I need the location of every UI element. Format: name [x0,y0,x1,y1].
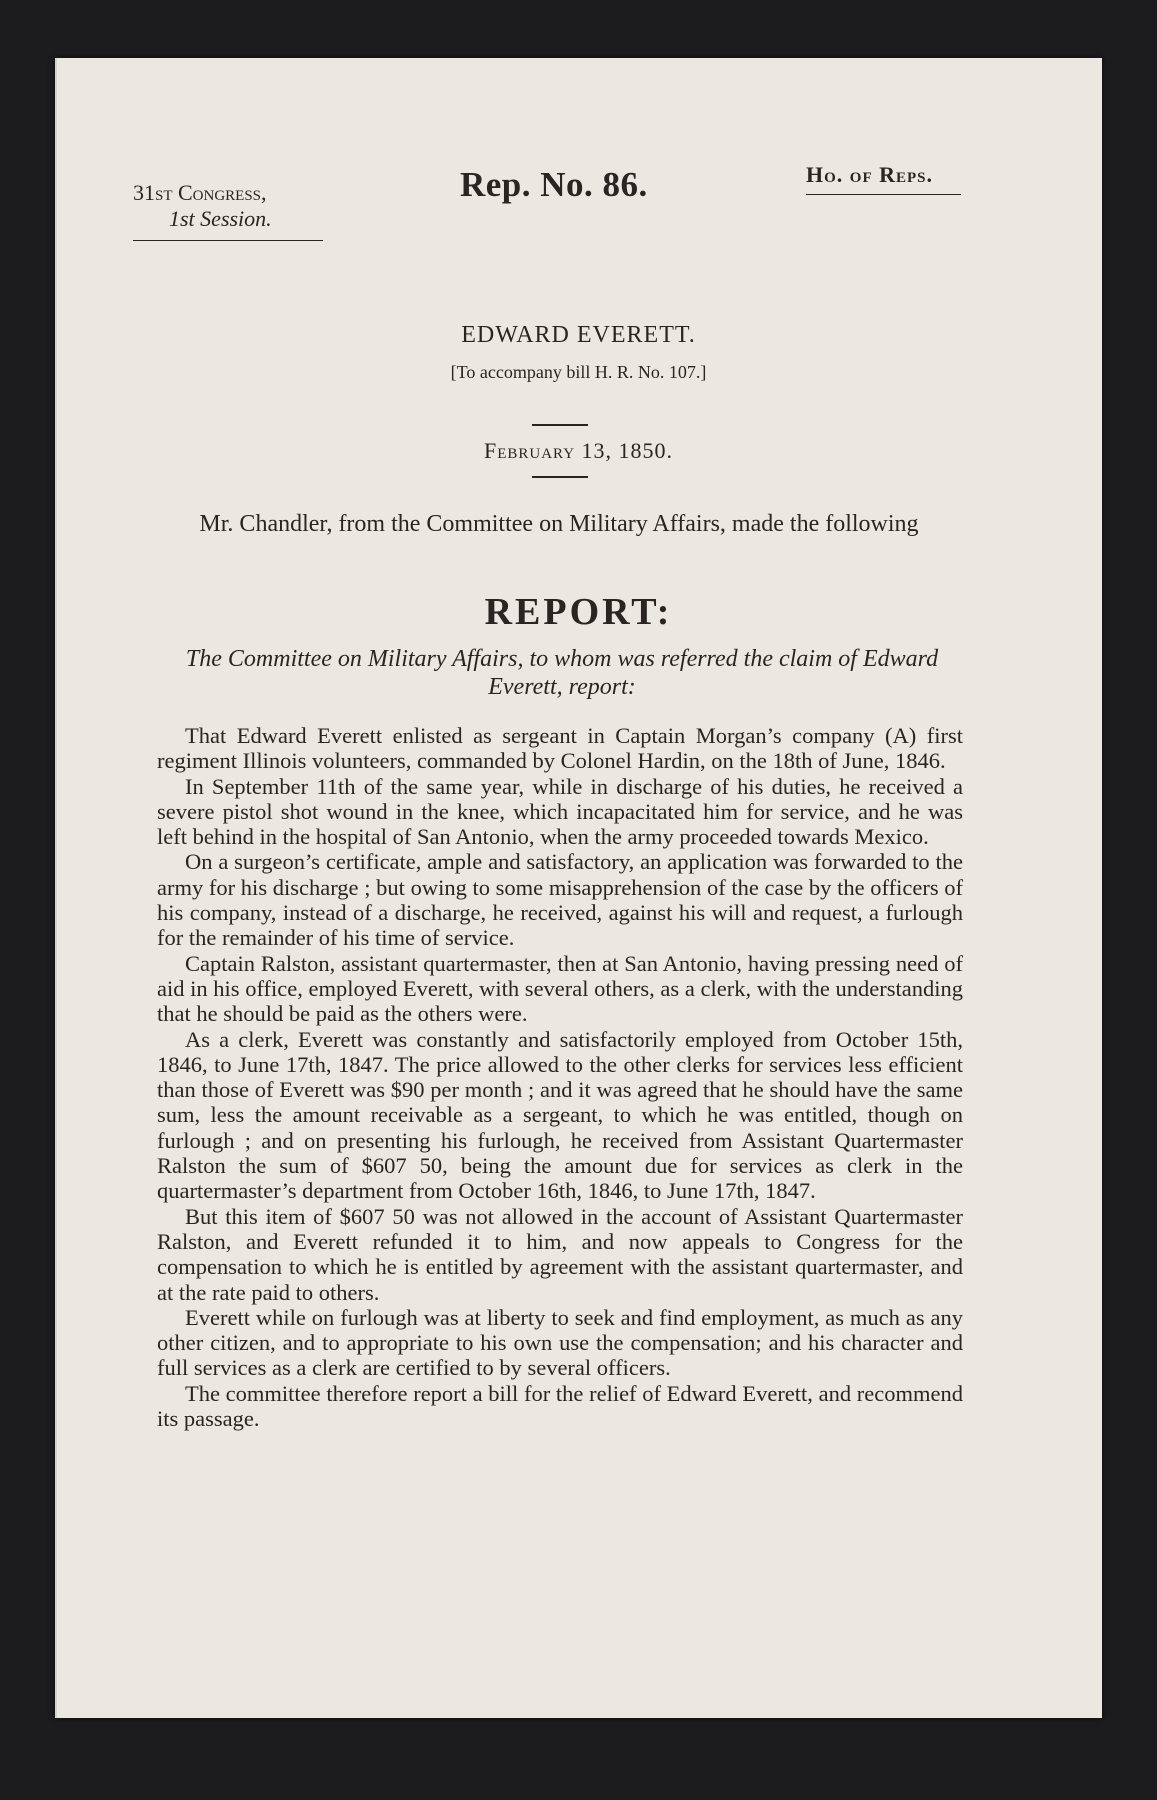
document-date: February 13, 1850. [483,438,674,463]
paragraph: The committee therefore report a bill for the relief of Edward Everett, and recommend its passage. [157,1380,963,1432]
paragraph: On a surgeon’s certificate, ample and satisfactory, an application was forwarded to the army for his discharge ; but owing to some misapprehension of the case by the officers of his company, instead of a discharge, he received, against his will and request, a furlough for the remainder of his time of service. [157,849,963,951]
divider-bottom [532,476,588,478]
congress-label: 31st Congress, [133,180,267,205]
paragraph: In September 11th of the same year, while in discharge of his duties, he received a severe pistol shot wound in the knee, which incapacitated him for service, and he was left behind in the hospital of San Antonio, when the army proceeded towards Mexico. [157,773,963,850]
intro-text: Mr. Chandler, from the Committee on Military Affairs, made the following [199,511,919,537]
house-header [806,162,961,195]
document-subtitle: [To accompany bill H. R. No. 107.] [450,362,707,382]
paragraph: But this item of $607 50 was not allowed in the account of Assistant Quartermaster Ralston, and Everett refunded it to him, and now appeals to Congress for the compensation to which he is entitled by agreement with the assistant quartermaster, and at the rate paid to others. [157,1203,963,1305]
divider-top [532,424,588,426]
header-left-rule [133,240,323,241]
paragraph: Everett while on furlough was at liberty to seek and find employment, as much as any other citizen, and to appropriate to his own use the compensation; and his character and full services as a clerk are certified to by several officers. [157,1304,963,1381]
paragraph: As a clerk, Everett was constantly and satisfactorily employed from October 15th, 1846, to June 17th, 1847. The price allowed to the other clerks for services less efficient than those of Everett was $90 per month ; and it was agreed that he should have the same sum, less the amount receivable as a sergeant, to which he was entitled, though on furlough ; and on presenting his furlough, he received from Assistant Quartermaster Ralston the sum of $607 50, being the amount due for services as clerk in the quartermaster’s department from October 16th, 1846, to June 17th, 1847. [157,1026,963,1204]
header-right-rule [806,194,961,195]
report-body [157,723,963,1431]
paragraph: Captain Ralston, assistant quartermaster, then at San Antonio, having pressing need of aid in his office, employed Everett, with several others, as a clerk, with the understanding that he should be paid as the others were. [157,950,963,1027]
preamble: The Committee on Military Affairs, to whom was referred the claim of Edward Everett, report: [185,646,939,700]
report-heading: REPORT: [484,591,673,633]
document-title: EDWARD EVERETT. [461,322,696,348]
paragraph: That Edward Everett enlisted as sergeant in Captain Morgan’s company (A) first regiment Illinois volunteers, commanded by Colonel Hardin, on the 18th of June, 1846. [157,723,963,774]
house-label: Ho. of Reps. [806,162,934,187]
report-number: Rep. No. 86. [460,165,648,204]
session-label: 1st Session. [169,206,272,231]
congress-session-header [133,180,323,241]
